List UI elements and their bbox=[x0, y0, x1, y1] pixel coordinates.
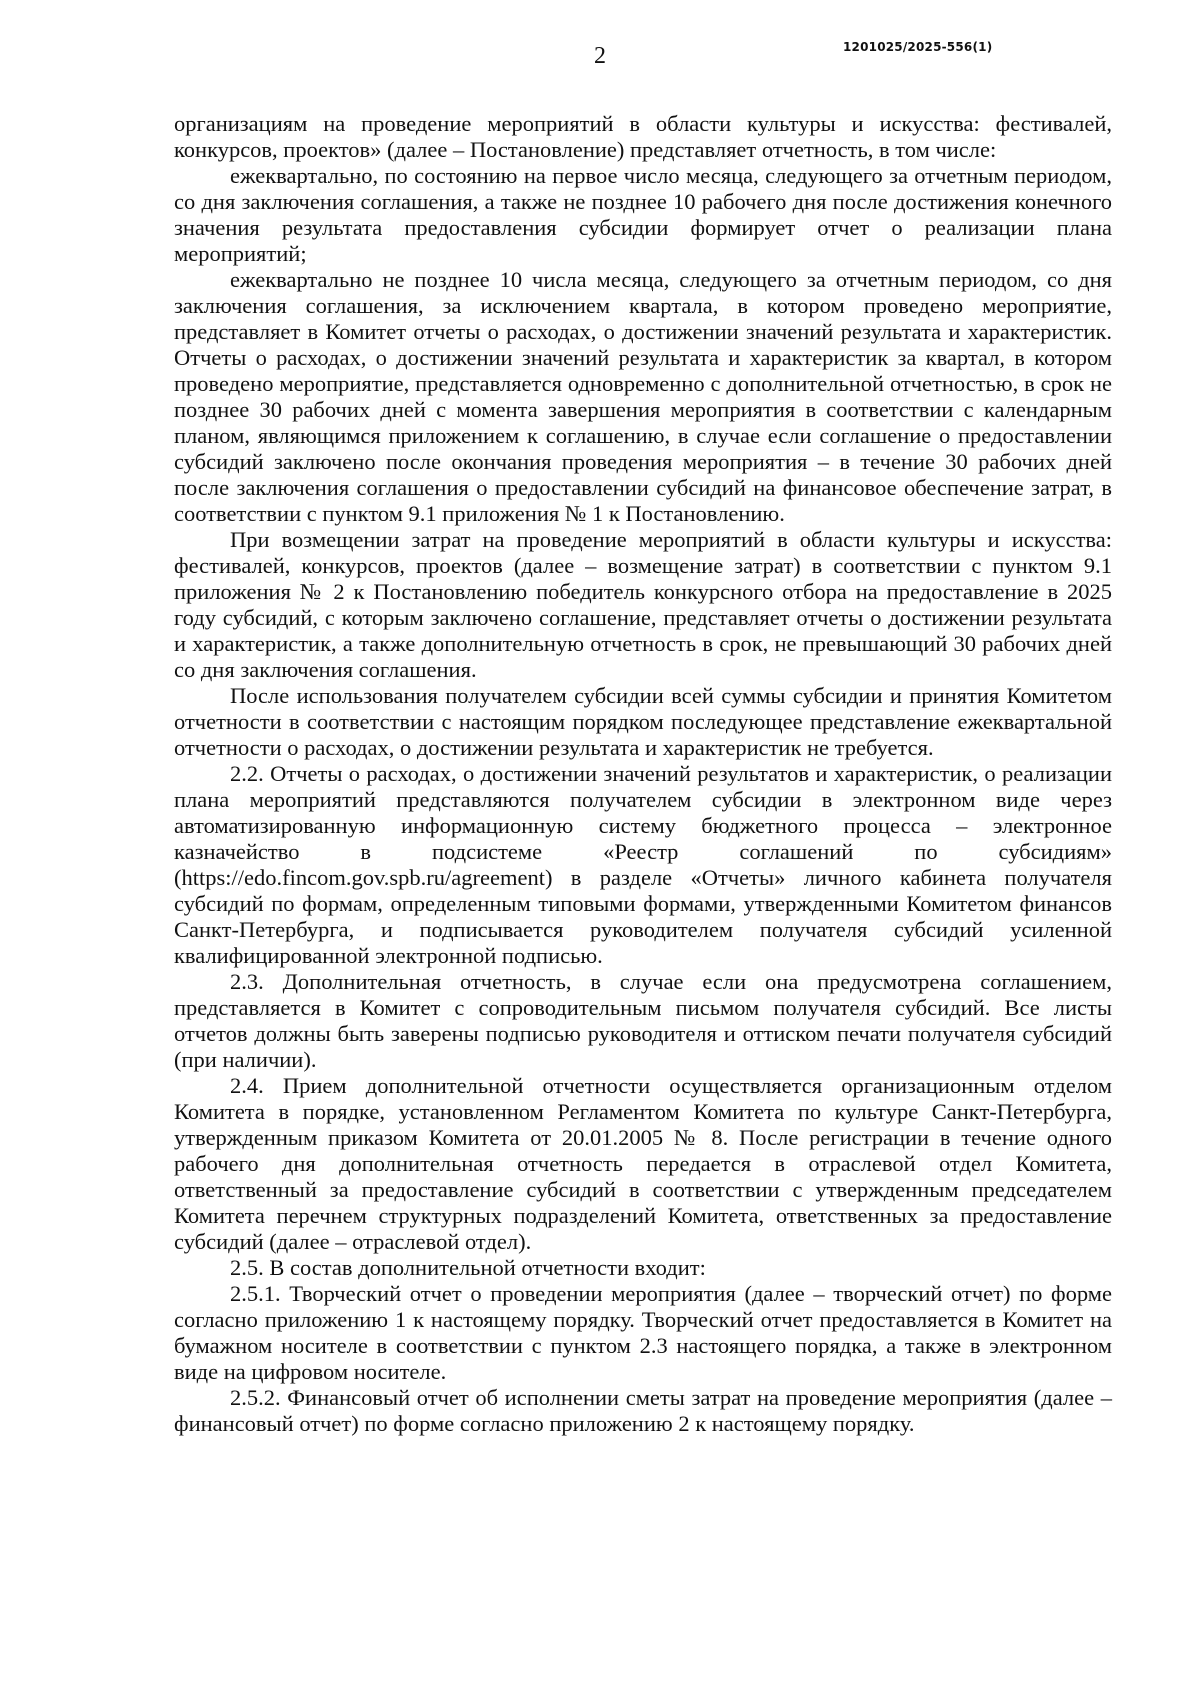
paragraph-continuation: организациям на проведение мероприятий в области культуры и искусства: фестивалей, конкурсов, проектов» (далее – Постановление) представляет отчетность, в том числе: bbox=[174, 111, 1112, 162]
paragraph-2-3: 2.3. Дополнительная отчетность, в случае если она предусмотрена соглашением, представляется в Комитет с сопроводительным письмом получателя субсидий. Все листы отчетов должны быть заверены подписью руководителя и оттиском печати получателя субсидий (при наличии). bbox=[174, 969, 1112, 1072]
page-number: 2 bbox=[594, 43, 606, 69]
paragraph-after-subsidy-use: После использования получателем субсидии всей суммы субсидии и принятия Комитетом отчетности в соответствии с настоящим порядком последующее представление ежеквартальной отчетности о расходах, о достижении результата и характеристик не требуется. bbox=[174, 683, 1112, 760]
paragraph-quarterly-expense-report: ежеквартально не позднее 10 числа месяца, следующего за отчетным периодом, со дня заключения соглашения, за исключением квартала, в котором проведено мероприятие, представляет в Комитет отчеты о расходах, о достижении значений результата и характеристик. Отчеты о расходах, о достижении значений результата и характеристик за квартал, в котором проведено мероприятие, представляется одновременно с дополнительной отчетностью, в срок не позднее 30 рабочих дней с момента завершения мероприятия в соответствии с календарным планом, являющимся приложением к соглашению, в случае если соглашение о предоставлении субсидий заключено после окончания проведения мероприятия – в течение 30 рабочих дней после заключения соглашения о предоставлении субсидий на финансовое обеспечение затрат, в соответствии с пунктом 9.1 приложения № 1 к Постановлению. bbox=[174, 267, 1112, 526]
paragraph-2-5-2: 2.5.2. Финансовый отчет об исполнении сметы затрат на проведение мероприятия (далее – финансовый отчет) по форме согласно приложению 2 к настоящему порядку. bbox=[174, 1385, 1112, 1436]
paragraph-quarterly-plan-report: ежеквартально, по состоянию на первое число месяца, следующего за отчетным периодом, со дня заключения соглашения, а также не позднее 10 рабочего дня после достижения конечного значения результата предоставления субсидии формирует отчет о реализации плана мероприятий; bbox=[174, 163, 1112, 266]
paragraph-cost-reimbursement: При возмещении затрат на проведение мероприятий в области культуры и искусства: фестивалей, конкурсов, проектов (далее – возмещение затрат) в соответствии с пунктом 9.1 приложения № 2 к Постановлению победитель конкурсного отбора на предоставление в 2025 году субсидий, с которым заключено соглашение, представляет отчеты о достижении результата и характеристик, а также дополнительную отчетность в срок, не превышающий 30 рабочих дней со дня заключения соглашения. bbox=[174, 527, 1112, 682]
document-registration-code: 1201025/2025-556(1) bbox=[843, 40, 993, 54]
paragraph-2-2: 2.2. Отчеты о расходах, о достижении значений результатов и характеристик, о реализации плана мероприятий представляются получателем субсидии в электронном виде через автоматизированную информационную систему бюджетного процесса – электронное казначейство в подсистеме «Реестр соглашений по субсидиям» (https://edo.fincom.gov.spb.ru/agreement) в разделе «Отчеты» личного кабинета получателя субсидий по формам, определенным типовыми формами, утвержденными Комитетом финансов Санкт-Петербурга, и подписывается руководителем получателя субсидий усиленной квалифицированной электронной подписью. bbox=[174, 761, 1112, 968]
document-body bbox=[174, 111, 1112, 1437]
paragraph-2-4: 2.4. Прием дополнительной отчетности осуществляется организационным отделом Комитета в порядке, установленном Регламентом Комитета по культуре Санкт-Петербурга, утвержденным приказом Комитета от 20.01.2005 № 8. После регистрации в течение одного рабочего дня дополнительная отчетность передается в отраслевой отдел Комитета, ответственный за предоставление субсидий в соответствии с утвержденным председателем Комитета перечнем структурных подразделений Комитета, ответственных за предоставление субсидий (далее – отраслевой отдел). bbox=[174, 1073, 1112, 1254]
paragraph-2-5: 2.5. В состав дополнительной отчетности входит: bbox=[230, 1255, 706, 1280]
paragraph-2-5-1: 2.5.1. Творческий отчет о проведении мероприятия (далее – творческий отчет) по форме согласно приложению 1 к настоящему порядку. Творческий отчет предоставляется в Комитет на бумажном носителе в соответствии с пунктом 2.3 настоящего порядка, а также в электронном виде на цифровом носителе. bbox=[174, 1281, 1112, 1384]
